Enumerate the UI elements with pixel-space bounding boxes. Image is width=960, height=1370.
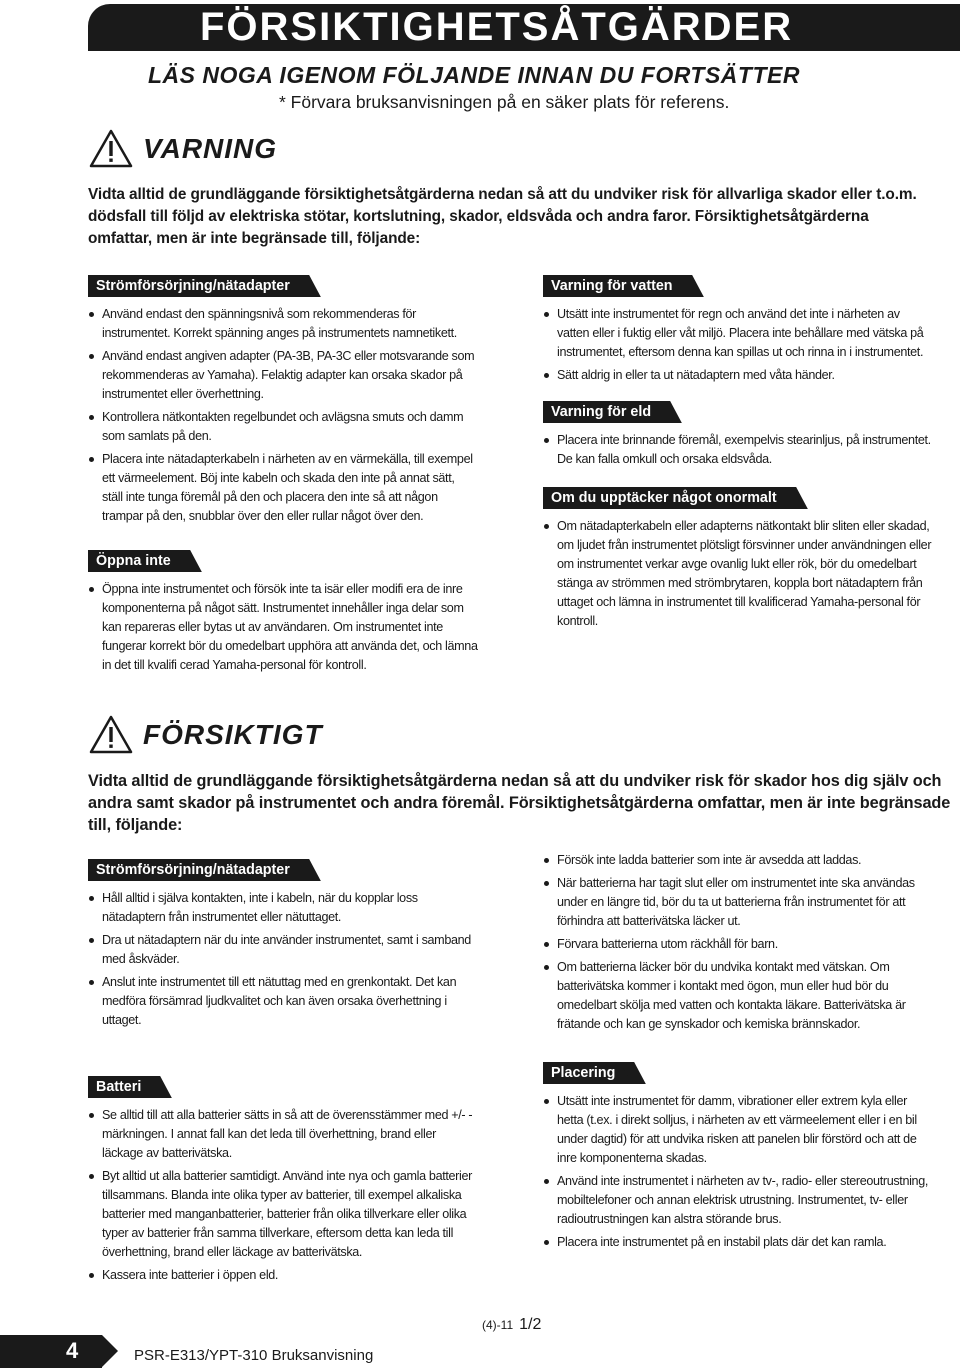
- warning-intro-line: dödsfall till följd av elektriska stötar, kortslutning, skador, eldsvåda och andra faror. Försiktighetsåtgärderna: [88, 208, 869, 225]
- caution-triangle-icon: [89, 715, 133, 754]
- list-item: Håll alltid i själva kontakten, inte i kabeln, när du kopplar loss nätadaptern från instrumentet eller nätuttaget.: [88, 889, 478, 927]
- battery-caution-list: [88, 1106, 478, 1285]
- section-heading-abnormal: Om du upptäcker något onormalt: [543, 487, 795, 509]
- document-code: [482, 1316, 541, 1334]
- list-item: Anslut inte instrumentet till ett nätuttag med en grenkontakt. Det kan medföra försämrad ljudkvalitet och kan även orsaka överhettning i uttaget.: [88, 973, 478, 1030]
- list-item: Se alltid till att alla batterier sätts in så att de överensstämmer med +/- -märkningen. I annat fall kan det leda till överhettning, brand eller läckage av batterivätska.: [88, 1106, 478, 1163]
- water-warning-list: [543, 305, 933, 385]
- caution-label: FÖRSIKTIGT: [143, 718, 323, 750]
- battery-extra-list: [543, 851, 933, 1034]
- warning-triangle-icon: [89, 129, 133, 168]
- manual-title: PSR-E313/YPT-310 Bruksanvisning: [134, 1347, 374, 1364]
- list-item: När batterierna har tagit slut eller om instrumentet inte ska användas under en längre tid, bör du ta ut batterierna från instrumentet för att förhindra att batterivätska läcker ut.: [543, 874, 933, 931]
- caution-intro-line: till, följande:: [88, 816, 183, 834]
- page-subtitle: LÄS NOGA IGENOM FÖLJANDE INNAN DU FORTSÄTTER: [148, 62, 800, 88]
- warning-right-column: [543, 275, 933, 635]
- list-item: Placera inte brinnande föremål, exempelvis stearinljus, på instrumentet. De kan falla omkull och orsaka eldsvåda.: [543, 431, 933, 469]
- list-item: Utsätt inte instrumentet för regn och använd det inte i närheten av vatten eller i fuktig eller våt miljö. Placera inte behållare med vätska på instrumentet, eftersom denna kan spillas ut och rinna in i instrumentet.: [543, 305, 933, 362]
- list-item: Använd endast angiven adapter (PA-3B, PA-3C eller motsvarande som rekommenderas av Yamaha). Felaktig adapter kan orsaka skador på instrumentet eller överhettning.: [88, 347, 478, 404]
- list-item: Sätt aldrig in eller ta ut nätadaptern med våta händer.: [543, 366, 933, 385]
- caution-intro: [88, 770, 950, 836]
- fire-warning-list: [543, 431, 933, 469]
- warning-heading: [89, 129, 277, 168]
- section-heading-placement: Placering: [543, 1062, 633, 1084]
- list-item: Försök inte ladda batterier som inte är avsedda att laddas.: [543, 851, 933, 870]
- warning-label: VARNING: [143, 132, 278, 164]
- warning-intro-line: omfattar, men är inte begränsade till, följande:: [88, 230, 421, 247]
- section-heading-power: Strömförsörjning/nätadapter: [88, 859, 308, 881]
- caution-intro-line: andra samt skador på instrumentet och andra föremål. Försiktighetsåtgärderna omfattar, men är inte begränsade: [88, 794, 951, 812]
- storage-note: * Förvara bruksanvisningen på en säker plats för referens.: [279, 92, 730, 112]
- list-item: Placera inte nätadapterkabeln i närheten av en värmekälla, till exempel ett värmeelement. Böj inte kabeln och skada den inte på annat sätt, ställ inte tunga föremål på den och placera den inte så att någon trampar på den, snubblar över den eller rullar något över den.: [88, 450, 478, 526]
- open-warning-list: [88, 580, 478, 675]
- warning-intro: [88, 184, 917, 250]
- document-part: 1/2: [519, 1316, 542, 1333]
- section-heading-power: Strömförsörjning/nätadapter: [88, 275, 308, 297]
- caution-intro-line: Vidta alltid de grundläggande försiktighetsåtgärderna nedan så att du undviker risk för skador hos dig själv och: [88, 772, 942, 790]
- list-item: Byt alltid ut alla batterier samtidigt. Använd inte nya och gamla batterier tillsammans. Blanda inte olika typer av batterier, till exempel alkaliska batterier med manganbatterier, batterier från olika tillverkare eller olika typer av batterier från samma tillverkare, eftersom detta kan leda till överhettning, brand eller läckage av batterivätska.: [88, 1167, 478, 1262]
- list-item: Utsätt inte instrumentet för damm, vibrationer eller extrem kyla eller hetta (t.ex. i direkt solljus, i närheten av ett värmeelement eller i en bil under dagtid) för att undvika risken att panelen blir förstörd och att de inre komponenterna skadas.: [543, 1092, 933, 1168]
- abnormal-warning-list: [543, 517, 933, 631]
- list-item: Placera inte instrumentet på en instabil plats där det kan ramla.: [543, 1233, 933, 1252]
- warning-intro-line: Vidta alltid de grundläggande försiktighetsåtgärderna nedan så att du undviker risk för allvarliga skador eller t.o.m.: [88, 186, 917, 203]
- list-item: Om nätadapterkabeln eller adapterns nätkontakt blir sliten eller skadad, om ljudet från instrumentet plötsligt försvinner under användningen eller om instrumentet verkar avge ovanlig lukt eller rök, bör du omedelbart stänga av strömmen med strömbrytaren, koppla bort nätadaptern från uttaget och lämna in instrumentet till kvalificerad Yamaha-personal för kontroll.: [543, 517, 933, 631]
- document-code-number: (4)-11: [482, 1318, 514, 1332]
- section-heading-fire: Varning för eld: [543, 401, 669, 423]
- warning-left-column: [88, 275, 478, 679]
- list-item: Använd endast den spänningsnivå som rekommenderas för instrumentet. Korrekt spänning anges på instrumentets namnetikett.: [88, 305, 478, 343]
- caution-right-column: [543, 843, 933, 1256]
- power-caution-list: [88, 889, 478, 1030]
- list-item: Använd inte instrumentet i närheten av tv-, radio- eller stereoutrustning, mobiltelefoner och annan elektrisk utrustning. Instrumentet, tv- eller radioutrustningen kan alstra störande brus.: [543, 1172, 933, 1229]
- page-number: 4: [66, 1338, 79, 1363]
- caution-heading: [89, 715, 323, 754]
- section-heading-open: Öppna inte: [88, 550, 189, 572]
- page-number-tab: [0, 1335, 102, 1368]
- placement-caution-list: [543, 1092, 933, 1252]
- section-heading-water: Varning för vatten: [543, 275, 691, 297]
- list-item: Dra ut nätadaptern när du inte använder instrumentet, samt i samband med åskväder.: [88, 931, 478, 969]
- page-title: FÖRSIKTIGHETSÅTGÄRDER: [200, 5, 794, 49]
- list-item: Kassera inte batterier i öppen eld.: [88, 1266, 478, 1285]
- list-item: Öppna inte instrumentet och försök inte ta isär eller modifi era de inre komponenterna på något sätt. Instrumentet innehåller inga delar som kan repareras eller bytas ut av användaren. Om instrumentet inte fungerar korrekt bör du omedelbart upphöra att använda det, och lämna in det till kvalifi cerad Yamaha-personal för kontroll.: [88, 580, 478, 675]
- title-bar: [88, 4, 960, 51]
- list-item: Kontrollera nätkontakten regelbundet och avlägsna smuts och damm som samlats på den.: [88, 408, 478, 446]
- list-item: Om batterierna läcker bör du undvika kontakt med vätskan. Om batterivätska kommer i kontakt med ögon, mun eller hud bör du omedelbart skölja med vatten och kontakta läkare. Batterivätska är frätande och kan ge synskador och kemiska brännskador.: [543, 958, 933, 1034]
- list-item: Förvara batterierna utom räckhåll för barn.: [543, 935, 933, 954]
- caution-left-column: [88, 859, 478, 1289]
- power-warning-list: [88, 305, 478, 526]
- section-heading-batteries: Batteri: [88, 1076, 159, 1098]
